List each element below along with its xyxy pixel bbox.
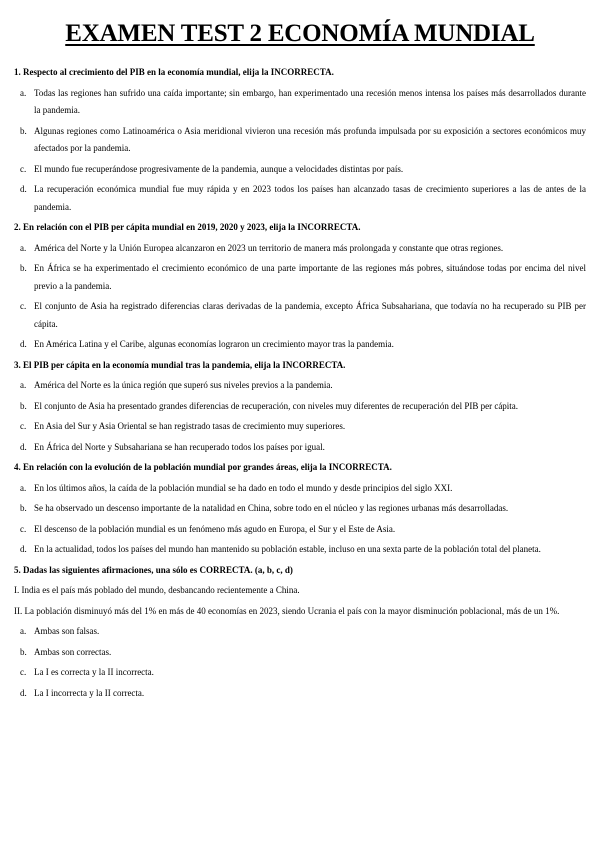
question-2 — [14, 219, 586, 354]
answer-option[interactable]: b. En África se ha experimentado el crecimiento económico de una parte importante de las regiones más pobres, situándose todas por encima del nivel previo a la pandemia. — [20, 263, 586, 291]
exam-content — [14, 64, 586, 705]
answer-option[interactable]: a. América del Norte y la Unión Europea alcanzaron en 2023 un territorio de manera más prolongada y constante que otras regiones. — [20, 242, 504, 253]
question-3 — [14, 357, 586, 457]
answer-option[interactable]: d. La I incorrecta y la II correcta. — [20, 687, 145, 698]
question-title: 4. En relación con la evolución de la población mundial por grandes áreas, elija la INCORRECTA. — [14, 462, 392, 472]
answer-option[interactable]: d. En la actualidad, todos los países del mundo han mantenido su población estable, incluso en una sexta parte de la población total del planeta. — [20, 544, 541, 554]
question-title: 3. El PIB per cápita en la economía mundial tras la pandemia, elija la INCORRECTA. — [14, 359, 346, 370]
answer-option[interactable]: c. En Asia del Sur y Asia Oriental se han registrado tasas de crecimiento muy superiores. — [20, 421, 346, 431]
answer-option[interactable]: b. El conjunto de Asia ha presentado grandes diferencias de recuperación, con niveles muy diferentes de recuperación del PIB per cápita. — [20, 400, 519, 411]
answer-option[interactable]: d. En América Latina y el Caribe, algunas economías lograron un crecimiento mayor tras la pandemia. — [20, 339, 394, 349]
question-1 — [14, 64, 586, 216]
answer-option[interactable]: a. América del Norte es la única región que superó sus niveles previos a la pandemia. — [20, 380, 333, 390]
question-title: 5. Dadas las siguientes afirmaciones, una sólo es CORRECTA. (a, b, c, d) — [14, 564, 293, 575]
statement: II. La población disminuyó más del 1% en más de 40 economías en 2023, siendo Ucrania el país con la mayor disminución poblacional, más de un 1%. — [14, 605, 560, 616]
statement: I. India es el país más poblado del mundo, desbancando recientemente a China. — [14, 585, 300, 595]
question-title: 1. Respecto al crecimiento del PIB en la economía mundial, elija la INCORRECTA. — [14, 67, 334, 77]
answer-option[interactable]: b. Ambas son correctas. — [20, 646, 112, 657]
answer-option[interactable]: b. Algunas regiones como Latinoamérica o Asia meridional vivieron una recesión más profunda impulsada por su exposición a sectores económicos muy afectados por la pandemia. — [20, 125, 586, 153]
question-title: 2. En relación con el PIB per cápita mundial en 2019, 2020 y 2023, elija la INCORRECTA. — [14, 222, 361, 232]
answer-option[interactable]: b. Se ha observado un descenso importante de la natalidad en China, sobre todo en el núcleo y las regiones urbanas más desarrolladas. — [20, 503, 509, 513]
answer-option[interactable]: a. Ambas son falsas. — [20, 626, 100, 636]
page-title: EXAMEN TEST 2 ECONOMÍA MUNDIAL — [65, 20, 535, 47]
answer-option[interactable]: d. En África del Norte y Subsahariana se han recuperado todos los países por igual. — [20, 441, 325, 452]
answer-option[interactable]: a. Todas las regiones han sufrido una caída importante; sin embargo, han experimentado una recesión menos intensa los países más desarrollados durante la pandemia. — [20, 87, 586, 115]
answer-option[interactable]: c. La I es correcta y la II incorrecta. — [20, 667, 154, 677]
question-4 — [14, 459, 586, 559]
answer-option[interactable]: c. El conjunto de Asia ha registrado diferencias claras derivadas de la pandemia, excepto África Subsahariana, que todavía no ha recuperado su PIB per cápita. — [20, 301, 586, 329]
answer-option[interactable]: d. La recuperación económica mundial fue muy rápida y en 2023 todos los países han alcanzado tasas de crecimiento superiores a las de antes de la pandemia. — [20, 184, 586, 212]
question-5 — [14, 562, 586, 703]
answer-option[interactable]: c. El descenso de la población mundial es un fenómeno más agudo en Europa, el Sur y el Este de Asia. — [20, 523, 396, 534]
answer-option[interactable]: c. El mundo fue recuperándose progresivamente de la pandemia, aunque a velocidades distintas por país. — [20, 163, 404, 174]
answer-option[interactable]: a. En los últimos años, la caída de la población mundial se ha dado en todo el mundo y desde principios del siglo XXI. — [20, 482, 453, 493]
